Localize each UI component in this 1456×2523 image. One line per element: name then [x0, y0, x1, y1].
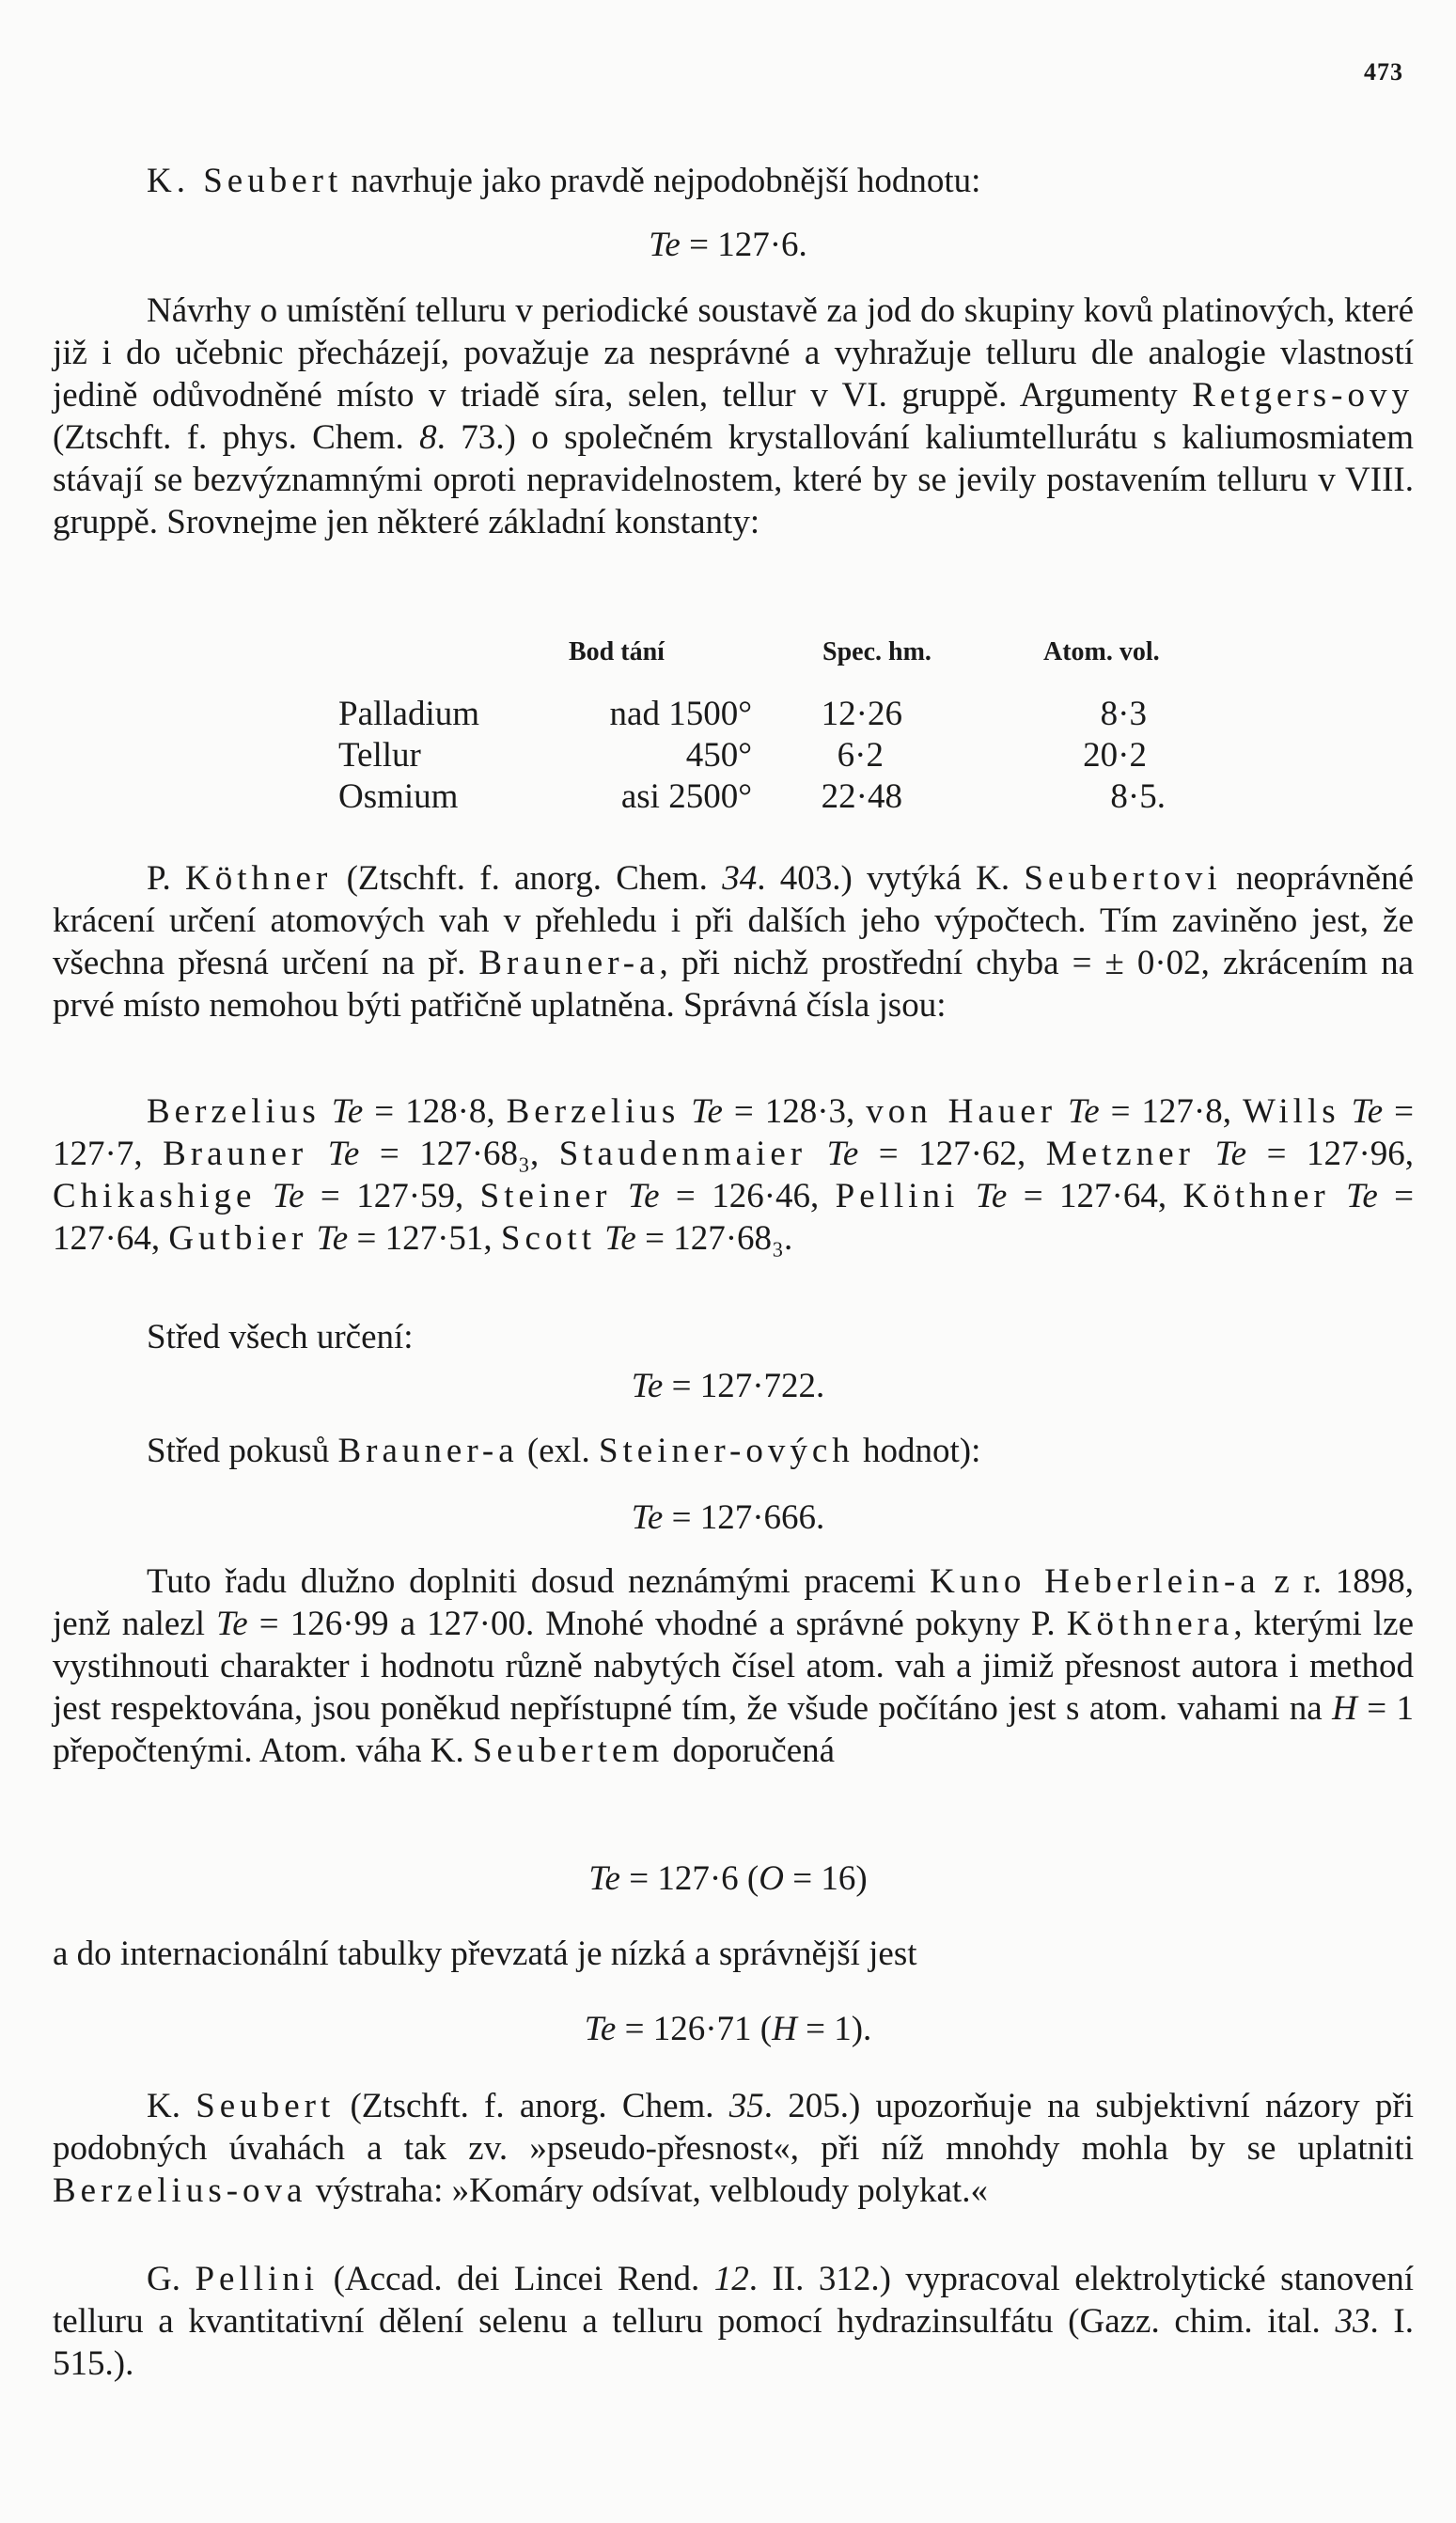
equation-seubert: Te = 127·6 (O = 16)	[588, 1859, 868, 1898]
paragraph-3: Tuto řadu dlužno doplniti dosud neznámými pracemi Kuno Heberlein-a z r. 1898, jenž nalezl Te = 126·99 a 127·00. Mnohé vhodné a správné pokyny P. Köthnera, kterými lze vystihnouti charakter i hodnotu různě nabytých čísel atom. vah a jimiž přesnost autora i method jest respektována, jsou poněkud nepřístupné tím, že všude počítáno jest s atom. vahami na H = 1 přepočtenými. Atom. váha K. Seubertem doporučená	[53, 1562, 1415, 1770]
paragraph-5: G. Pellini (Accad. dei Lincei Rend. 12. II. 312.) vypracoval elektrolytické stanovení telluru a kvantitativní dělení selenu a telluru pomocí hydrazinsulfátu (Gazz. chim. ital. 33. I. 515.).	[53, 2260, 1414, 2383]
list-item: von Hauer Te = 127·8,	[866, 1092, 1231, 1131]
page-number: 473	[1364, 58, 1403, 86]
equation-internat: Te = 126·71 (H = 1).	[584, 2010, 872, 2048]
internat-table-line: a do internacionální tabulky převzatá je nízká a správnější jest	[53, 1935, 917, 1973]
list-item: Metzner Te = 127·96,	[1045, 1135, 1415, 1173]
author-name: K. Seubert	[147, 162, 343, 200]
paragraph-4: K. Seubert (Ztschft. f. anorg. Chem. 35. 205.) upozorňuje na subjektivní názory při podobných úvahách a tak zv. »pseudo-přesnost«, při níž mnohdy mohla by se uplatniti Berzelius-ova výstraha: »Komáry odsívat, velbloudy polykat.«	[53, 2087, 1414, 2210]
table-header-volume: Atom. vol.	[1043, 637, 1160, 666]
list-item: Gutbier Te = 127·51,	[168, 1219, 493, 1258]
list-item: Köthner Te = 127·64,	[53, 1177, 1415, 1258]
list-item: Scott Te = 127·68₃.	[500, 1219, 793, 1258]
equation-mean-all: Te = 127·722.	[631, 1367, 825, 1405]
table-row: Osmium asi 2500° 22·48 8·5.	[338, 777, 1166, 816]
list-item: Wills Te = 127·7,	[53, 1092, 1415, 1173]
list-item: Berzelius Te = 128·3,	[506, 1092, 855, 1131]
table-header-density: Spec. hm.	[822, 637, 932, 666]
mean-brauner-label: Střed pokusů Brauner-a (exl. Steiner-ových hodnot):	[147, 1432, 981, 1470]
mean-all-label: Střed všech určení:	[147, 1318, 414, 1356]
intro-line: K. Seubert navrhuje jako pravdě nejpodobnější hodnotu:	[147, 162, 981, 200]
table-header-melting: Bod tání	[569, 637, 665, 666]
list-item: Chikashige Te = 127·59,	[53, 1177, 464, 1215]
list-item: Staudenmaier Te = 127·62,	[558, 1135, 1026, 1173]
atomic-weights-list	[53, 1090, 1414, 1260]
table-row: Tellur 450° 6·2 20·2	[338, 736, 1147, 775]
list-item: Pellini Te = 127·64,	[835, 1177, 1167, 1215]
paragraph-1: Návrhy o umístění telluru v periodické soustavě za jod do skupiny kovů platinových, které již i do učebnic přecházejí, považuje za nesprávné a vyhražuje telluru dle analogie vlastností jedině odůvodněné místo v triadě síra, selen, tellur v VI. gruppě. Argumenty Retgers-ovy (Ztschft. f. phys. Chem. 8. 73.) o společném krystallování kaliumtellurátu s kaliumosmiatem stávají se bezvýznamnými oproti nepravidelnostem, které by se jevily postavením telluru v VIII. gruppě. Srovnejme jen některé základní konstanty:	[53, 291, 1414, 541]
list-item: Steiner Te = 126·46,	[479, 1177, 820, 1215]
table-row: Palladium nad 1500° 12·26 8·3	[338, 695, 1147, 733]
equation-mean-brauner: Te = 127·666.	[631, 1498, 825, 1537]
list-item: Brauner Te = 127·68₃,	[163, 1135, 540, 1173]
equation-te-1: Te = 127·6.	[649, 226, 807, 264]
list-item: Berzelius Te = 128·8,	[147, 1092, 495, 1131]
paragraph-2: P. Köthner (Ztschft. f. anorg. Chem. 34. 403.) vytýká K. Seubertovi neoprávněné krácení určení atomových vah v přehledu i při dalších jeho výpočtech. Tím zaviněno jest, že všechna přesná určení na př. Brauner-a, při nichž prostřední chyba = ± 0·02, zkrácením na prvé místo nemohou býti patřičně uplatněna. Správná čísla jsou:	[53, 859, 1414, 1025]
